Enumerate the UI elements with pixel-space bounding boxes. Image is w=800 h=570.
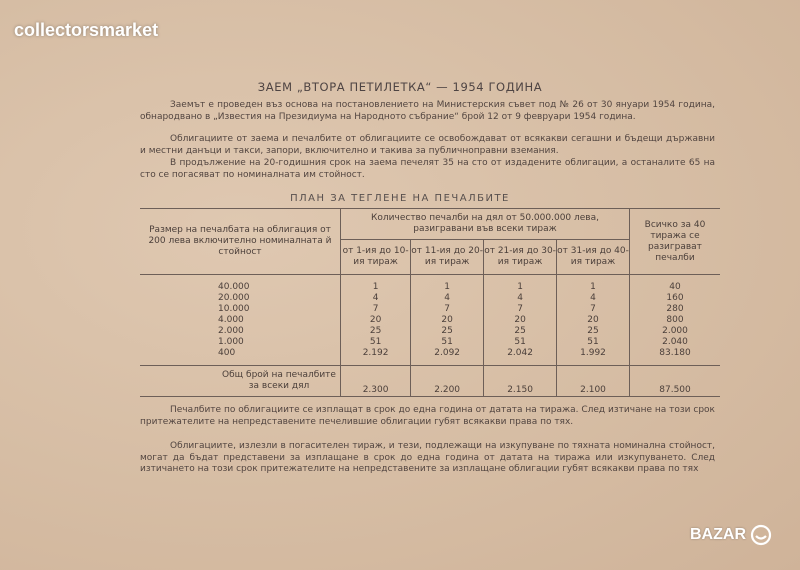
- total-count: 2.100: [557, 366, 630, 397]
- bazar-logo: [690, 524, 772, 546]
- cell-count: 1: [484, 282, 557, 293]
- table-row: [140, 326, 720, 337]
- cell-count: 51: [557, 337, 630, 348]
- cell-prize-size: 40.000: [140, 282, 341, 293]
- cell-count: 4: [484, 293, 557, 304]
- header-prize-size: Размер на печалбата на облигация от 200 лева включително номиналната й стойност: [140, 209, 341, 275]
- subheader-draws-11-20: от 11-ия до 20-ия тираж: [411, 240, 484, 275]
- cell-count: 20: [484, 315, 557, 326]
- cell-count: 25: [484, 326, 557, 337]
- cell-total: 40: [630, 282, 721, 293]
- paragraph-redemption: Облигациите, излезли в погасителен тираж, и тези, подлежащи на изкупуване по тяхната номинална стойност, могат да бъдат представени за изплащане в срок до една година от датата на тиража или изкупуването. След изтичането на този срок притежателите на непредставените за изплащане облигации губят всякакви права по тях: [140, 441, 715, 474]
- document-title: ЗАЕМ „ВТОРА ПЕТИЛЕТКА“ — 1954 ГОДИНА: [257, 80, 543, 94]
- cell-total: 160: [630, 293, 721, 304]
- header-total-prizes: Всичко за 40 тиража се разиграват печалби: [630, 209, 721, 275]
- cell-count: 20: [341, 315, 411, 326]
- cell-count: 1.992: [557, 348, 630, 359]
- table-row: [140, 282, 720, 293]
- cell-count: 1: [411, 282, 484, 293]
- cell-count: 25: [411, 326, 484, 337]
- plan-title: ПЛАН ЗА ТЕГЛЕНЕ НА ПЕЧАЛБИТЕ: [290, 193, 510, 204]
- total-count: 2.150: [484, 366, 557, 397]
- paragraph-tax-exemption: Облигациите от заема и печалбите от облигациите се освобождават от всякакви сегашни и бъдещи държавни и местни данъци и такси, запори, включително и такива за публичноправни вземания.: [140, 134, 715, 156]
- cell-count: 51: [411, 337, 484, 348]
- table-row: [140, 315, 720, 326]
- subheader-draws-1-10: от 1-ия до 10-ия тираж: [341, 240, 411, 275]
- cell-count: 20: [411, 315, 484, 326]
- total-count: 2.200: [411, 366, 484, 397]
- cell-count: 2.042: [484, 348, 557, 359]
- prize-draw-table: [140, 208, 720, 397]
- subheader-draws-21-30: от 21-ия до 30-ия тираж: [484, 240, 557, 275]
- watermark-text: collectorsmarket: [14, 20, 159, 40]
- cell-total: 2.040: [630, 337, 721, 348]
- cell-total: 83.180: [630, 348, 721, 359]
- table-row: [140, 293, 720, 304]
- paragraph-term: В продължение на 20-годишния срок на заема печелят 35 на сто от издадените облигации, а останалите 65 на сто се погасяват по номиналната им стойност.: [140, 158, 715, 180]
- cell-count: 4: [557, 293, 630, 304]
- table-row: [140, 348, 720, 359]
- cell-count: 4: [341, 293, 411, 304]
- paragraph-payout: Печалбите по облигациите се изплащат в срок до една година от датата на тиража. След изтичане на този срок притежателите на непредставените печелившие облигации губят всякакви права по тях.: [140, 405, 715, 427]
- cell-count: 7: [411, 304, 484, 315]
- cell-count: 51: [484, 337, 557, 348]
- cell-count: 7: [557, 304, 630, 315]
- cell-total: 800: [630, 315, 721, 326]
- cell-count: 25: [341, 326, 411, 337]
- table-total-row: [140, 366, 720, 397]
- cell-count: 1: [557, 282, 630, 293]
- table-row: [140, 337, 720, 348]
- cell-count: 2.092: [411, 348, 484, 359]
- cell-count: 51: [341, 337, 411, 348]
- cell-count: 4: [411, 293, 484, 304]
- table-row: [140, 304, 720, 315]
- header-prize-count: Количество печалби на дял от 50.000.000 лева, разигравани във всеки тираж: [341, 209, 630, 240]
- cell-count: 7: [484, 304, 557, 315]
- paragraph-decree: Заемът е проведен въз основа на постановлението на Министерския съвет под № 26 от 30 януари 1954 година, обнародвано в „Известия на Президиума на Народното събрание“ брой 12 от 9 февруари 1954 година.: [140, 100, 715, 122]
- cell-prize-size: 400: [140, 348, 341, 359]
- total-label: Общ брой на печалбите за всеки дял: [140, 366, 341, 397]
- cell-count: 20: [557, 315, 630, 326]
- cell-count: 25: [557, 326, 630, 337]
- total-count: 2.300: [341, 366, 411, 397]
- cell-prize-size: 4.000: [140, 315, 341, 326]
- logo-text: BAZAR: [690, 526, 746, 543]
- cell-prize-size: 2.000: [140, 326, 341, 337]
- cell-total: 280: [630, 304, 721, 315]
- cell-count: 1: [341, 282, 411, 293]
- cell-prize-size: 20.000: [140, 293, 341, 304]
- smile-logo-icon: [750, 524, 772, 546]
- cell-prize-size: 1.000: [140, 337, 341, 348]
- total-sum: 87.500: [630, 366, 721, 397]
- subheader-draws-31-40: от 31-ия до 40-ия тираж: [557, 240, 630, 275]
- cell-count: 2.192: [341, 348, 411, 359]
- cell-count: 7: [341, 304, 411, 315]
- cell-prize-size: 10.000: [140, 304, 341, 315]
- cell-total: 2.000: [630, 326, 721, 337]
